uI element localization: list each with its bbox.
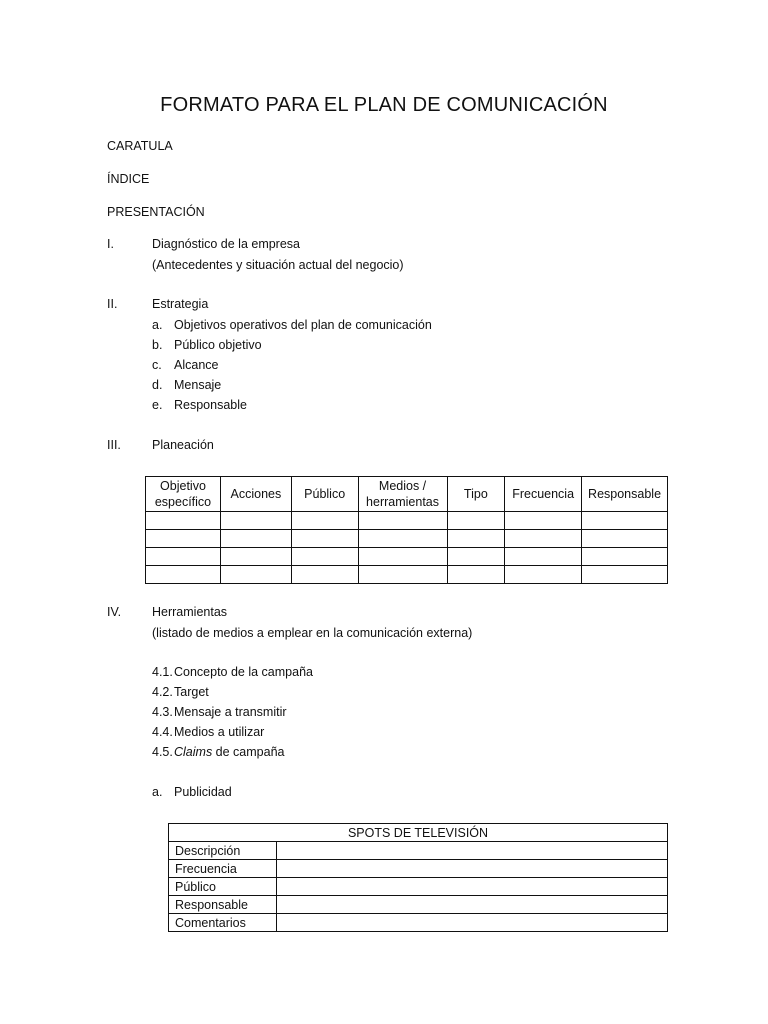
list-item-text: Mensaje bbox=[174, 378, 222, 392]
table-cell[interactable] bbox=[505, 566, 582, 584]
table-row bbox=[169, 896, 668, 914]
column-header: Responsable bbox=[582, 477, 668, 512]
table-cell[interactable] bbox=[358, 548, 447, 566]
section-presentacion: PRESENTACIÓN bbox=[107, 205, 205, 219]
table-cell[interactable] bbox=[276, 896, 667, 914]
table-cell[interactable] bbox=[220, 548, 291, 566]
table-cell[interactable] bbox=[146, 566, 221, 584]
list-marker: 4.2. bbox=[152, 685, 173, 699]
table-row bbox=[169, 842, 668, 860]
list-marker: e. bbox=[152, 398, 163, 412]
claims-rest: de campaña bbox=[212, 745, 285, 759]
list-item-text: Público objetivo bbox=[174, 338, 262, 352]
column-header: Frecuencia bbox=[505, 477, 582, 512]
list-item bbox=[152, 356, 162, 374]
row-label: Descripción bbox=[169, 842, 277, 860]
list-item-text: Objetivos operativos del plan de comunicación bbox=[174, 318, 432, 332]
table-cell[interactable] bbox=[220, 566, 291, 584]
list-marker: b. bbox=[152, 338, 163, 352]
list-item-text: Responsable bbox=[174, 398, 247, 412]
column-header: Objetivo específico bbox=[146, 477, 221, 512]
spots-header: SPOTS DE TELEVISIÓN bbox=[169, 824, 668, 842]
table-cell[interactable] bbox=[582, 566, 668, 584]
table-row bbox=[169, 914, 668, 932]
list-marker: a. bbox=[152, 318, 163, 332]
table-cell[interactable] bbox=[582, 512, 668, 530]
table-cell[interactable] bbox=[505, 512, 582, 530]
sub-a-heading: Publicidad bbox=[174, 785, 232, 799]
section-4-heading: Herramientas bbox=[152, 605, 228, 619]
table-cell[interactable] bbox=[291, 512, 358, 530]
row-label: Público bbox=[169, 878, 277, 896]
table-header-row bbox=[169, 824, 668, 842]
list-marker: 4.1. bbox=[152, 665, 173, 679]
section-4-subtitle: (listado de medios a emplear en la comunicación externa) bbox=[152, 626, 473, 640]
table-cell[interactable] bbox=[447, 566, 505, 584]
table-cell[interactable] bbox=[276, 914, 667, 932]
section-3-number: III. bbox=[107, 438, 121, 452]
table-cell[interactable] bbox=[582, 530, 668, 548]
spots-table bbox=[168, 823, 668, 932]
list-item-text: Alcance bbox=[174, 358, 219, 372]
table-cell[interactable] bbox=[220, 530, 291, 548]
list-marker: c. bbox=[152, 358, 162, 372]
table-cell[interactable] bbox=[276, 860, 667, 878]
table-cell[interactable] bbox=[276, 842, 667, 860]
document-title: FORMATO PARA EL PLAN DE COMUNICACIÓN bbox=[160, 94, 608, 116]
table-cell[interactable] bbox=[220, 512, 291, 530]
list-item-text: Target bbox=[174, 685, 209, 699]
table-cell[interactable] bbox=[358, 530, 447, 548]
list-marker: d. bbox=[152, 378, 163, 392]
list-item bbox=[152, 376, 162, 394]
list-item bbox=[152, 336, 162, 354]
table-cell[interactable] bbox=[447, 512, 505, 530]
section-indice: ÍNDICE bbox=[107, 172, 150, 186]
section-1-subtitle: (Antecedentes y situación actual del negocio) bbox=[152, 258, 404, 272]
table-cell[interactable] bbox=[582, 548, 668, 566]
row-label: Comentarios bbox=[169, 914, 277, 932]
section-caratula: CARATULA bbox=[107, 139, 173, 153]
table-cell[interactable] bbox=[276, 878, 667, 896]
column-header: Medios / herramientas bbox=[358, 477, 447, 512]
table-cell[interactable] bbox=[447, 530, 505, 548]
list-item bbox=[152, 396, 162, 414]
section-2-heading: Estrategia bbox=[152, 297, 209, 311]
table-cell[interactable] bbox=[146, 548, 221, 566]
column-header: Acciones bbox=[220, 477, 291, 512]
planning-table bbox=[145, 476, 668, 584]
column-header: Tipo bbox=[447, 477, 505, 512]
claims-italic: Claims bbox=[174, 745, 213, 759]
table-header-row bbox=[146, 477, 668, 512]
sub-a-marker: a. bbox=[152, 785, 163, 799]
table-cell[interactable] bbox=[146, 530, 221, 548]
section-3-heading: Planeación bbox=[152, 438, 214, 452]
table-row bbox=[146, 530, 668, 548]
table-cell[interactable] bbox=[505, 530, 582, 548]
table-cell[interactable] bbox=[358, 566, 447, 584]
list-item-text bbox=[174, 743, 284, 761]
list-item-text: Mensaje a transmitir bbox=[174, 705, 287, 719]
section-1-heading: Diagnóstico de la empresa bbox=[152, 237, 300, 251]
table-cell[interactable] bbox=[291, 548, 358, 566]
list-item-text: Concepto de la campaña bbox=[174, 665, 313, 679]
section-4-number: IV. bbox=[107, 605, 122, 619]
table-row bbox=[146, 548, 668, 566]
table-cell[interactable] bbox=[291, 530, 358, 548]
table-cell[interactable] bbox=[505, 548, 582, 566]
table-cell[interactable] bbox=[358, 512, 447, 530]
table-row bbox=[169, 860, 668, 878]
table-cell[interactable] bbox=[146, 512, 221, 530]
table-cell[interactable] bbox=[447, 548, 505, 566]
table-row bbox=[169, 878, 668, 896]
list-marker: 4.3. bbox=[152, 705, 173, 719]
section-2-number: II. bbox=[107, 297, 118, 311]
row-label: Responsable bbox=[169, 896, 277, 914]
section-1-number: I. bbox=[107, 237, 114, 251]
list-item bbox=[152, 316, 162, 334]
column-header: Público bbox=[291, 477, 358, 512]
list-marker: 4.4. bbox=[152, 725, 173, 739]
table-row bbox=[146, 512, 668, 530]
row-label: Frecuencia bbox=[169, 860, 277, 878]
table-row bbox=[146, 566, 668, 584]
table-cell[interactable] bbox=[291, 566, 358, 584]
list-item-text: Medios a utilizar bbox=[174, 725, 265, 739]
list-marker: 4.5. bbox=[152, 745, 173, 759]
